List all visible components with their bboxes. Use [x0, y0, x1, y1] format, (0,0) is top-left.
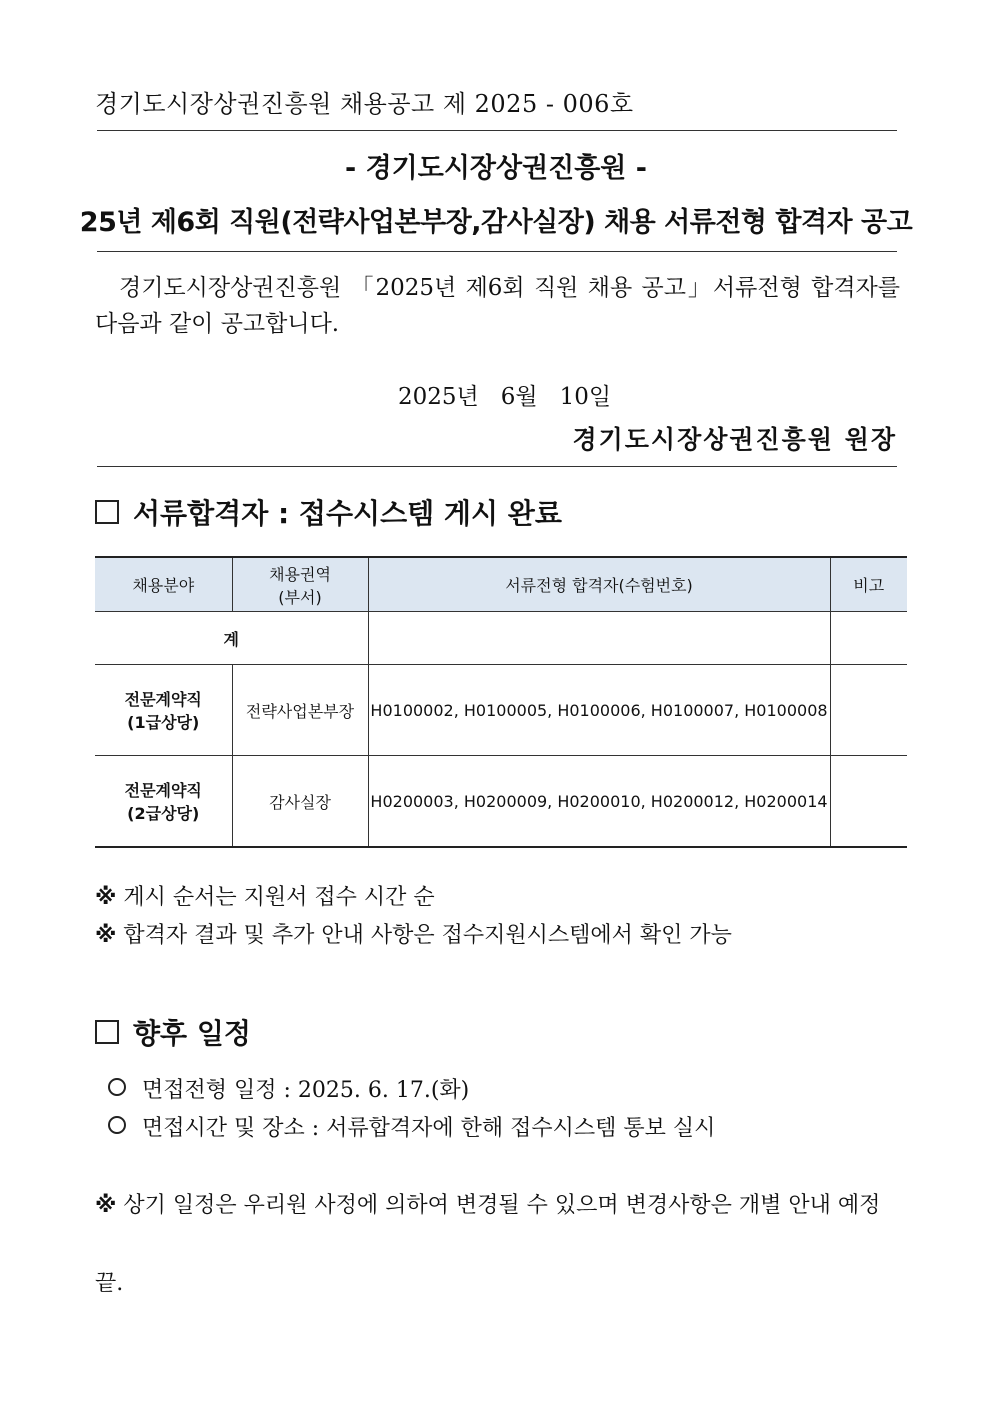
intro-paragraph: [95, 270, 900, 342]
schedule-item-interview-place: [108, 1111, 715, 1142]
section-passers-heading: [95, 492, 562, 532]
row-dept: 전략사업본부장: [232, 665, 368, 756]
note-posting-order: [95, 880, 435, 911]
passers-table: [95, 556, 907, 848]
row-field: [95, 665, 232, 756]
row-field: [95, 756, 232, 848]
total-label: 계: [95, 612, 368, 665]
circle-bullet-icon: [108, 1078, 126, 1096]
note-schedule-change: [95, 1188, 880, 1219]
circle-bullet-icon: [108, 1116, 126, 1134]
signature: 경기도시장상권진흥원 원장: [572, 425, 897, 454]
header-dept: [232, 557, 368, 612]
title-organization: - 경기도시장상권진흥원 -: [344, 153, 648, 184]
notice-date: [398, 378, 633, 411]
notice-reference: 경기도시장상권진흥원 채용공고 제 2025 - 006호: [95, 90, 634, 118]
row-dept: 감사실장: [232, 756, 368, 848]
schedule-item-text: 면접시간 및 장소 : 서류합격자에 한해 접수시스템 통보 실시: [142, 1116, 716, 1141]
header-note: 비고: [830, 557, 907, 612]
date-month: 6월: [500, 384, 538, 410]
table-row: [95, 665, 907, 756]
section-schedule-heading: [95, 1012, 251, 1052]
row-field-line2: (1급상당): [127, 713, 200, 732]
date-year: 2025년: [398, 384, 479, 410]
table-row-total: [95, 612, 907, 665]
note-text: 게시 순서는 지원서 접수 시간 순: [123, 885, 435, 910]
reference-mark-icon: ※: [95, 885, 117, 910]
reference-mark-icon: ※: [95, 1193, 117, 1218]
schedule-item-interview-date: [108, 1073, 469, 1104]
header-dept-line1: 채용권역: [269, 564, 331, 584]
checkbox-square-icon: [95, 1020, 119, 1044]
divider-top: [97, 130, 897, 131]
reference-mark-icon: ※: [95, 923, 117, 948]
intro-text: 경기도시장상권진흥원 「2025년 제6회 직원 채용 공고」서류전형 합격자를 다음과 같이 공고합니다.: [95, 275, 900, 337]
page-title: 25년 제6회 직원(전략사업본부장,감사실장) 채용 서류전형 합격자 공고: [79, 207, 913, 238]
divider-signature: [97, 466, 897, 467]
header-passers: 서류전형 합격자(수험번호): [368, 557, 830, 612]
date-day: 10일: [559, 384, 612, 410]
note-confirm-results: [95, 918, 732, 949]
row-field-line2: (2급상당): [127, 804, 200, 823]
header-dept-line2: (부서): [278, 587, 322, 607]
header-field: 채용분야: [95, 557, 232, 612]
divider-title: [97, 251, 897, 252]
row-field-line1: 전문계약직: [124, 781, 202, 800]
row-passers: H0100002, H0100005, H0100006, H0100007, H0100008: [368, 665, 830, 756]
table-row: [95, 756, 907, 848]
checkbox-square-icon: [95, 500, 119, 524]
document-end: 끝.: [95, 1271, 124, 1296]
row-note: [830, 756, 907, 848]
row-passers: H0200003, H0200009, H0200010, H0200012, H0200014: [368, 756, 830, 848]
table-header-row: [95, 557, 907, 612]
schedule-item-text: 면접전형 일정 : 2025. 6. 17.(화): [142, 1078, 470, 1103]
row-field-line1: 전문계약직: [124, 690, 202, 709]
total-note: [830, 612, 907, 665]
note-text: 합격자 결과 및 추가 안내 사항은 접수지원시스템에서 확인 가능: [123, 923, 732, 948]
row-note: [830, 665, 907, 756]
total-value: [368, 612, 830, 665]
section-passers-title: 서류합격자 : 접수시스템 게시 완료: [133, 497, 562, 530]
note-text: 상기 일정은 우리원 사정에 의하여 변경될 수 있으며 변경사항은 개별 안내 예정: [123, 1193, 881, 1218]
section-schedule-title: 향후 일정: [133, 1017, 251, 1050]
